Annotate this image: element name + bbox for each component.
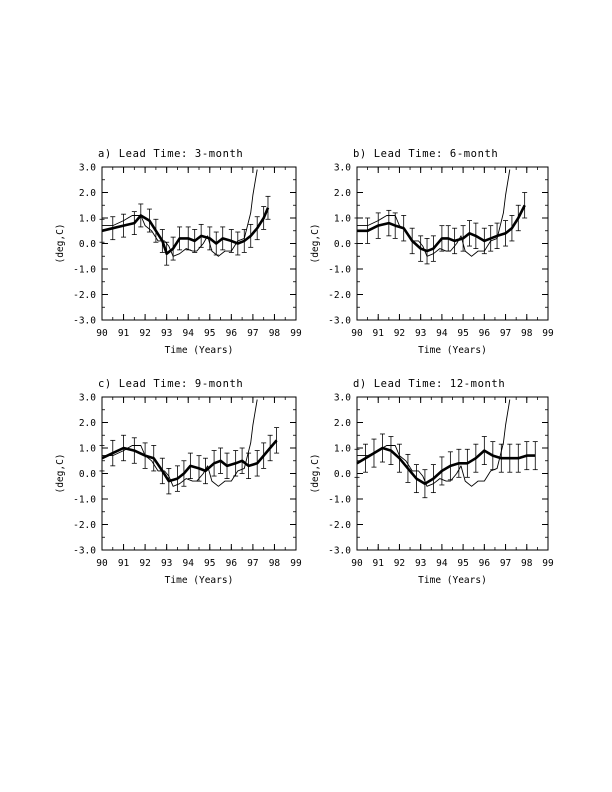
x-tick-label: 99 (542, 328, 554, 339)
x-tick-label: 95 (204, 328, 216, 339)
y-tick-label: 0.0 (78, 469, 96, 480)
x-tick-label: 96 (478, 328, 491, 339)
x-tick-label: 92 (393, 328, 406, 339)
y-axis-label: (deg,C) (310, 223, 321, 264)
chart-title: c) Lead Time: 9-month (98, 378, 244, 390)
x-tick-label: 94 (436, 558, 448, 569)
y-tick-label: -3.0 (73, 545, 96, 557)
chart-panel (55, 378, 302, 586)
y-tick-label: -3.0 (328, 545, 351, 557)
x-tick-label: 95 (457, 558, 469, 569)
x-tick-label: 96 (225, 558, 238, 569)
x-tick-label: 93 (160, 558, 173, 569)
y-tick-label: -3.0 (73, 315, 96, 327)
x-tick-label: 91 (117, 328, 130, 339)
y-tick-label: 2.0 (78, 418, 96, 429)
y-tick-label: 1.0 (78, 443, 96, 455)
chart-panel (55, 148, 302, 356)
x-tick-label: 90 (96, 558, 108, 569)
x-tick-label: 98 (521, 328, 533, 339)
x-tick-label: 94 (182, 328, 194, 339)
x-axis-label: Time (Years) (418, 575, 487, 586)
forecast-line (102, 208, 268, 254)
chart-title: d) Lead Time: 12-month (353, 378, 506, 390)
x-tick-label: 95 (204, 558, 216, 569)
x-tick-label: 91 (372, 558, 384, 569)
y-tick-label: -2.0 (73, 520, 96, 531)
y-axis-label: (deg,C) (310, 453, 321, 494)
y-tick-label: 3.0 (333, 392, 351, 404)
x-tick-label: 92 (139, 328, 151, 339)
y-tick-label: 3.0 (78, 162, 96, 174)
y-tick-label: 2.0 (333, 418, 351, 429)
x-tick-label: 97 (499, 558, 512, 569)
x-tick-label: 93 (414, 328, 427, 339)
x-tick-label: 98 (268, 328, 281, 339)
x-axis-label: Time (Years) (418, 345, 487, 356)
y-tick-label: 0.0 (333, 469, 351, 480)
y-tick-label: -2.0 (328, 290, 351, 301)
forecast-line (102, 440, 277, 481)
x-tick-label: 99 (290, 328, 302, 339)
x-tick-label: 96 (478, 558, 491, 569)
x-tick-label: 96 (225, 328, 238, 339)
y-tick-label: 1.0 (78, 213, 96, 225)
y-tick-label: 3.0 (333, 162, 351, 174)
x-tick-label: 94 (182, 558, 194, 569)
chart-title: a) Lead Time: 3-month (98, 148, 244, 160)
x-tick-label: 90 (351, 558, 363, 569)
y-tick-label: -3.0 (328, 315, 351, 327)
x-tick-label: 94 (436, 328, 448, 339)
chart-title: b) Lead Time: 6-month (353, 148, 499, 160)
y-tick-label: -1.0 (73, 264, 96, 276)
plot-frame (357, 397, 548, 550)
plot-frame (357, 167, 548, 320)
x-tick-label: 97 (247, 328, 259, 339)
x-tick-label: 90 (351, 328, 363, 339)
y-axis-label: (deg,C) (55, 453, 66, 494)
x-axis-label: Time (Years) (164, 575, 234, 586)
y-tick-label: 2.0 (333, 188, 351, 199)
y-tick-label: -1.0 (73, 494, 96, 506)
y-tick-label: -2.0 (328, 520, 351, 531)
y-tick-label: -1.0 (328, 264, 351, 276)
y-tick-label: -1.0 (328, 494, 351, 506)
x-tick-label: 92 (139, 558, 151, 569)
x-tick-label: 98 (268, 558, 281, 569)
x-tick-label: 90 (96, 328, 108, 339)
x-tick-label: 91 (117, 558, 130, 569)
y-tick-label: 1.0 (333, 443, 351, 455)
x-tick-label: 99 (542, 558, 554, 569)
x-tick-label: 97 (247, 558, 259, 569)
forecast-line (357, 448, 535, 484)
y-axis-label: (deg,C) (55, 223, 66, 264)
observed-line (102, 400, 257, 487)
x-tick-label: 91 (372, 328, 384, 339)
chart-panel (310, 378, 554, 586)
y-tick-label: 2.0 (78, 188, 96, 199)
y-tick-label: 0.0 (78, 239, 96, 250)
x-axis-label: Time (Years) (164, 345, 234, 356)
y-tick-label: 3.0 (78, 392, 96, 404)
plot-frame (102, 167, 296, 320)
x-tick-label: 92 (393, 558, 406, 569)
x-tick-label: 98 (521, 558, 533, 569)
x-tick-label: 93 (414, 558, 427, 569)
y-tick-label: 1.0 (333, 213, 351, 225)
chart-panel (310, 148, 554, 356)
y-tick-label: 0.0 (333, 239, 351, 250)
y-tick-label: -2.0 (73, 290, 96, 301)
x-tick-label: 93 (160, 328, 173, 339)
x-tick-label: 95 (457, 328, 469, 339)
x-tick-label: 97 (499, 328, 512, 339)
x-tick-label: 99 (290, 558, 302, 569)
